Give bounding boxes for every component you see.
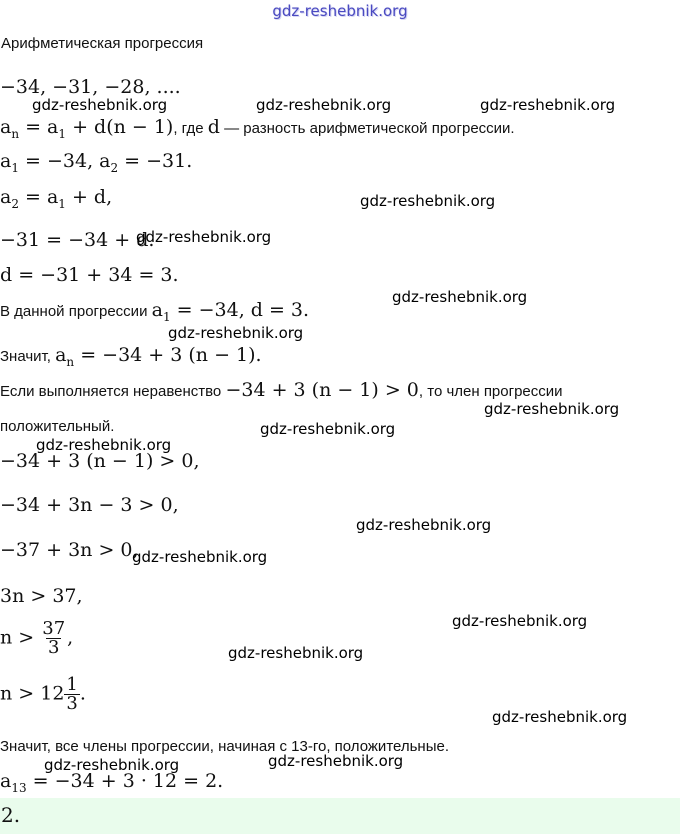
sequence-line: −34, −31, −28, .... xyxy=(0,76,181,98)
condition-statement-cont: положительный. xyxy=(0,418,115,435)
condition-statement: Если выполняется неравенство −34 + 3 (n − 1) > 0, то член прогрессии xyxy=(0,379,563,401)
given-terms: $a_1 = -34$, $a_2 = -31$. xyxy=(0,150,193,175)
nth-term-formula: Значит, $a_n = -34 + 3$ (n − 1). xyxy=(0,344,262,369)
watermark: gdz-reshebnik.org xyxy=(480,96,616,114)
watermark: gdz-reshebnik.org xyxy=(484,400,620,418)
watermark: gdz-reshebnik.org xyxy=(32,96,168,114)
equation-1: −31 = −34 + d. xyxy=(0,229,155,251)
inequality-6: n > 12 $\frac{1}{3}$ . xyxy=(0,674,86,714)
inequality-2: −34 + 3n − 3 > 0, xyxy=(0,494,179,516)
watermark: gdz-reshebnik.org xyxy=(452,612,588,630)
equation-2: d = −31 + 34 = 3. xyxy=(0,264,179,286)
watermark: gdz-reshebnik.org xyxy=(492,708,628,726)
watermark: gdz-reshebnik.org xyxy=(392,288,528,306)
watermark: gdz-reshebnik.org xyxy=(360,192,496,210)
watermark: gdz-reshebnik.org xyxy=(356,516,492,534)
inequality-4: 3n > 37, xyxy=(0,585,83,607)
header-watermark[interactable]: gdz-reshebnik.org xyxy=(272,2,408,20)
inequality-3: −37 + 3n > 0, xyxy=(0,539,139,561)
watermark: gdz-reshebnik.org xyxy=(228,644,364,662)
watermark: gdz-reshebnik.org xyxy=(44,756,180,774)
inequality-5: n > $\frac{37}{3}$ , xyxy=(0,618,74,658)
watermark: gdz-reshebnik.org xyxy=(136,228,272,246)
second-term-formula: $a_2 = a_1 + d$, xyxy=(0,186,113,211)
next-section-bar xyxy=(0,798,680,834)
general-formula: $a_n = a_1 + d(n - 1)$, где d — разность арифметической прогрессии. xyxy=(0,116,515,141)
a13-calculation: $a_{13} = -34 + 3 \cdot 12 = 2$. xyxy=(0,770,224,795)
watermark: gdz-reshebnik.org xyxy=(168,324,304,342)
watermark: gdz-reshebnik.org xyxy=(256,96,392,114)
watermark: gdz-reshebnik.org xyxy=(268,752,404,770)
watermark: gdz-reshebnik.org xyxy=(36,436,172,454)
conclusion: Значит, все члены прогрессии, начиная с 13-го, положительные. xyxy=(0,738,450,755)
next-section-number: 2. xyxy=(1,803,21,827)
section-title: Арифметическая прогрессия xyxy=(1,35,204,52)
watermark: gdz-reshebnik.org xyxy=(260,420,396,438)
watermark: gdz-reshebnik.org xyxy=(132,548,268,566)
inequality-1: −34 + 3 (n − 1) > 0, xyxy=(0,450,200,472)
given-statement: В данной прогрессии $a_1 = -34$, d = 3. xyxy=(0,299,310,324)
